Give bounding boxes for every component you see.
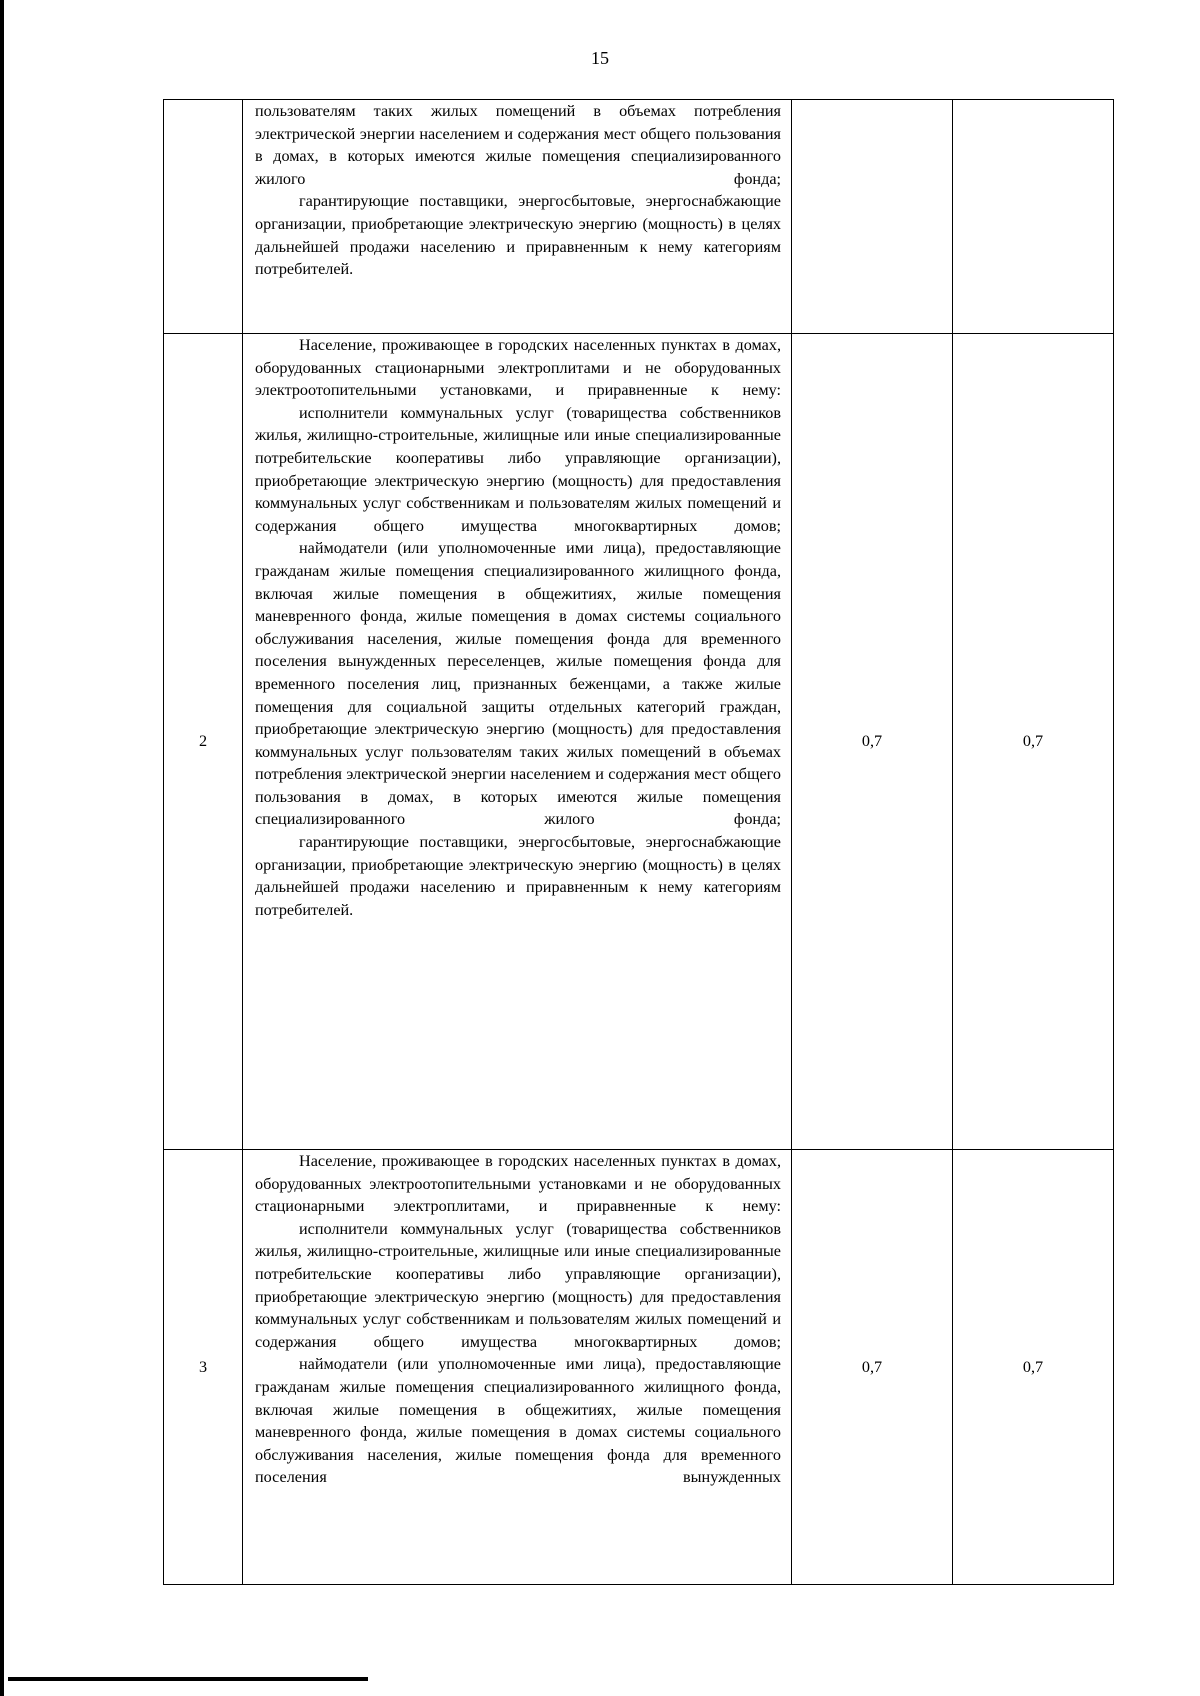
row-description-cell: [243, 1150, 792, 1585]
tariff-table: [163, 99, 1114, 1585]
table-row: [164, 1150, 1114, 1585]
row-paragraph: наймодатели (или уполномоченные ими лица), предоставляющие гражданам жилые помещения специализированного жилищного фонда, включая жилые помещения в общежитиях, жилые помещения маневренного фонда, жилые помещения в домах системы социального обслуживания населения, жилые помещения фонда для временного поселения вынужденных: [255, 1355, 781, 1487]
coefficient-cell-a: 0,7: [792, 1150, 953, 1585]
coefficient-cell-b: [953, 100, 1114, 334]
row-paragraph: гарантирующие поставщики, энергосбытовые, энергоснабжающие организации, приобретающие электрическую энергию (мощность) в целях дальнейшей продажи населению и приравненным к нему категориям потребителей.: [255, 192, 781, 279]
row-number-cell: [164, 100, 243, 334]
coefficient-cell-b: 0,7: [953, 334, 1114, 1150]
row-number-cell: 3: [164, 1150, 243, 1585]
row-description-cell: [243, 100, 792, 334]
table-row: [164, 100, 1114, 334]
row-paragraph: исполнители коммунальных услуг (товарищества собственников жилья, жилищно-строительные, жилищные или иные специализированные потребительские кооперативы либо управляющие организации), приобретающие электрическую энергию (мощность) для предоставления коммунальных услуг собственникам и пользователям жилых помещений и содержания общего имущества многоквартирных домов;: [255, 403, 781, 535]
row-paragraph: пользователям таких жилых помещений в объемах потребления электрической энергии населением и содержания мест общего пользования в домах, в которых имеются жилые помещения специализированного жилого фонда;: [255, 102, 781, 188]
page-number: 15: [591, 48, 609, 68]
row-description-cell: [243, 334, 792, 1150]
row-paragraph: исполнители коммунальных услуг (товарищества собственников жилья, жилищно-строительные, жилищные или иные специализированные потребительские кооперативы либо управляющие организации), приобретающие электрическую энергию (мощность) для предоставления коммунальных услуг собственникам и пользователям жилых помещений и содержания общего имущества многоквартирных домов;: [255, 1219, 781, 1351]
scan-left-edge: [0, 0, 4, 1696]
row-paragraph: Население, проживающее в городских населенных пунктах в домах, оборудованных электроотопительными установками и не оборудованных стационарными электроплитами, и приравненные к нему:: [255, 1152, 781, 1216]
row-paragraph: наймодатели (или уполномоченные ими лица), предоставляющие гражданам жилые помещения специализированного жилищного фонда, включая жилые помещения в общежитиях, жилые помещения маневренного фонда, жилые помещения в домах системы социального обслуживания населения, жилые помещения фонда для временного поселения вынужденных переселенцев, жилые помещения фонда для временного поселения лиц, признанных беженцами, а также жилые помещения для социальной защиты отдельных категорий граждан, приобретающие электрическую энергию (мощность) для предоставления коммунальных услуг пользователям таких жилых помещений в объемах потребления электрической энергии населением и содержания мест общего пользования в домах, в которых имеются жилые помещения специализированного жилого фонда;: [255, 539, 781, 829]
coefficient-cell-b: 0,7: [953, 1150, 1114, 1585]
footnote-rule: [8, 1677, 368, 1681]
coefficient-cell-a: 0,7: [792, 334, 953, 1150]
row-paragraph: Население, проживающее в городских населенных пунктах в домах, оборудованных стационарными электроплитами и не оборудованных электроотопительными установками, и приравненные к нему:: [255, 336, 781, 400]
table-row: [164, 334, 1114, 1150]
coefficient-cell-a: [792, 100, 953, 334]
row-paragraph: гарантирующие поставщики, энергосбытовые, энергоснабжающие организации, приобретающие электрическую энергию (мощность) в целях дальнейшей продажи населению и приравненным к нему категориям потребителей.: [255, 833, 781, 919]
row-number-cell: 2: [164, 334, 243, 1150]
